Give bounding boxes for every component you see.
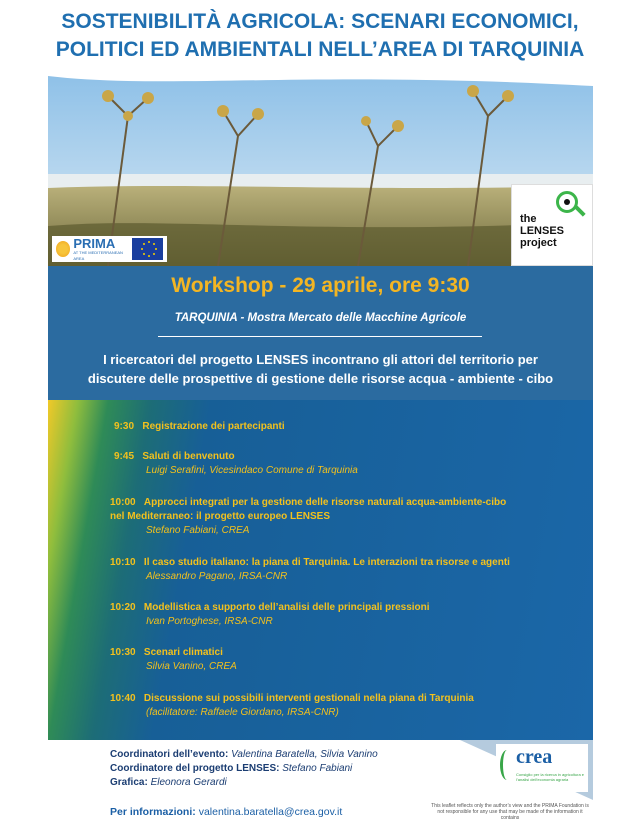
contact-email[interactable]: valentina.baratella@crea.gov.it <box>198 806 343 818</box>
crea-name: crea <box>516 746 553 768</box>
workshop-heading: Workshop - 29 aprile, ore 9:30 <box>171 274 470 297</box>
crea-logo <box>496 744 588 792</box>
program-item-title: 10:30 Scenari climatici <box>110 647 223 658</box>
program-item <box>60 692 590 720</box>
program-item <box>60 420 590 434</box>
program-item-title: 10:00 Approcci integrati per la gestione delle risorse naturali acqua-ambiente-cibo <box>110 497 507 508</box>
program-item-title: 9:45 Saluti di benvenuto <box>114 451 235 462</box>
leaf-icon <box>500 750 514 780</box>
prima-tagline: AT THE MEDITERRANEAN AREA <box>73 249 123 261</box>
page-title <box>0 8 640 64</box>
disclaimer: This leaflet reflects only the author’s view and the PRIMA Foundation is not responsible for any use that may be made of the information it contains <box>431 803 589 821</box>
title-line-1: SOSTENIBILITÀ AGRICOLA: SCENARI ECONOMICI, <box>61 10 579 33</box>
program-item <box>60 601 590 629</box>
workshop-venue: TARQUINIA - Mostra Mercato delle Macchine Agricole <box>174 312 467 324</box>
eye-lens-icon <box>556 191 578 213</box>
prima-name: PRIMA <box>73 235 116 251</box>
graphics-credit: Grafica: Eleonora Gerardi <box>110 777 227 788</box>
event-coordinators: Coordinatori dell’evento: Valentina Baratella, Silvia Vanino <box>110 749 378 760</box>
program-item-speaker: Ivan Portoghese, IRSA-CNR <box>146 616 273 627</box>
crea-tagline: Consiglio per la ricerca in agricoltura e l’analisi dell’economia agraria <box>516 772 585 782</box>
intro-line-2: discutere delle prospettive di gestione delle risorse acqua - ambiente - cibo <box>87 371 554 386</box>
program-item <box>60 556 590 584</box>
program-item <box>60 496 590 538</box>
program-item-speaker: (facilitatore: Raffaele Giordano, IRSA-CNR) <box>146 707 339 718</box>
lenses-line-2: LENSES <box>520 225 565 237</box>
program-item-title: 10:10 Il caso studio italiano: la piana di Tarquinia. Le interazioni tra risorse e agenti <box>110 557 510 568</box>
program-item-speaker: Stefano Fabiani, CREA <box>146 525 250 536</box>
program-item-speaker: Alessandro Pagano, IRSA-CNR <box>146 571 288 582</box>
divider <box>158 336 482 337</box>
prima-logo <box>52 236 167 262</box>
program-item-title: 9:30 Registrazione dei partecipanti <box>114 421 285 432</box>
program-item-title-cont: nel Mediterraneo: il progetto europeo LENSES <box>110 511 331 522</box>
title-line-2: POLITICI ED AMBIENTALI NELL’AREA DI TARQUINIA <box>55 38 585 61</box>
contact-label: Per informazioni: <box>110 806 196 818</box>
program-item-title: 10:40 Discussione sui possibili interventi gestionali nella piana di Tarquinia <box>110 693 474 704</box>
lenses-line-1: the <box>520 213 537 225</box>
program-item-speaker: Silvia Vanino, CREA <box>146 661 237 672</box>
eu-flag-icon <box>132 238 163 260</box>
contact-info <box>110 806 342 818</box>
program-item <box>60 450 590 478</box>
program-item <box>60 646 590 674</box>
sun-icon <box>56 241 70 257</box>
lenses-logo <box>511 184 593 266</box>
program-item-title: 10:20 Modellistica a supporto dell’analisi delle principali pressioni <box>110 602 430 613</box>
program-item-speaker: Luigi Serafini, Vicesindaco Comune di Tarquinia <box>146 465 358 476</box>
project-coordinator: Coordinatore del progetto LENSES: Stefano Fabiani <box>110 763 353 774</box>
workshop-intro <box>48 350 593 388</box>
lenses-line-3: project <box>520 237 557 249</box>
intro-line-1: I ricercatori del progetto LENSES incontrano gli attori del territorio per <box>103 352 538 367</box>
